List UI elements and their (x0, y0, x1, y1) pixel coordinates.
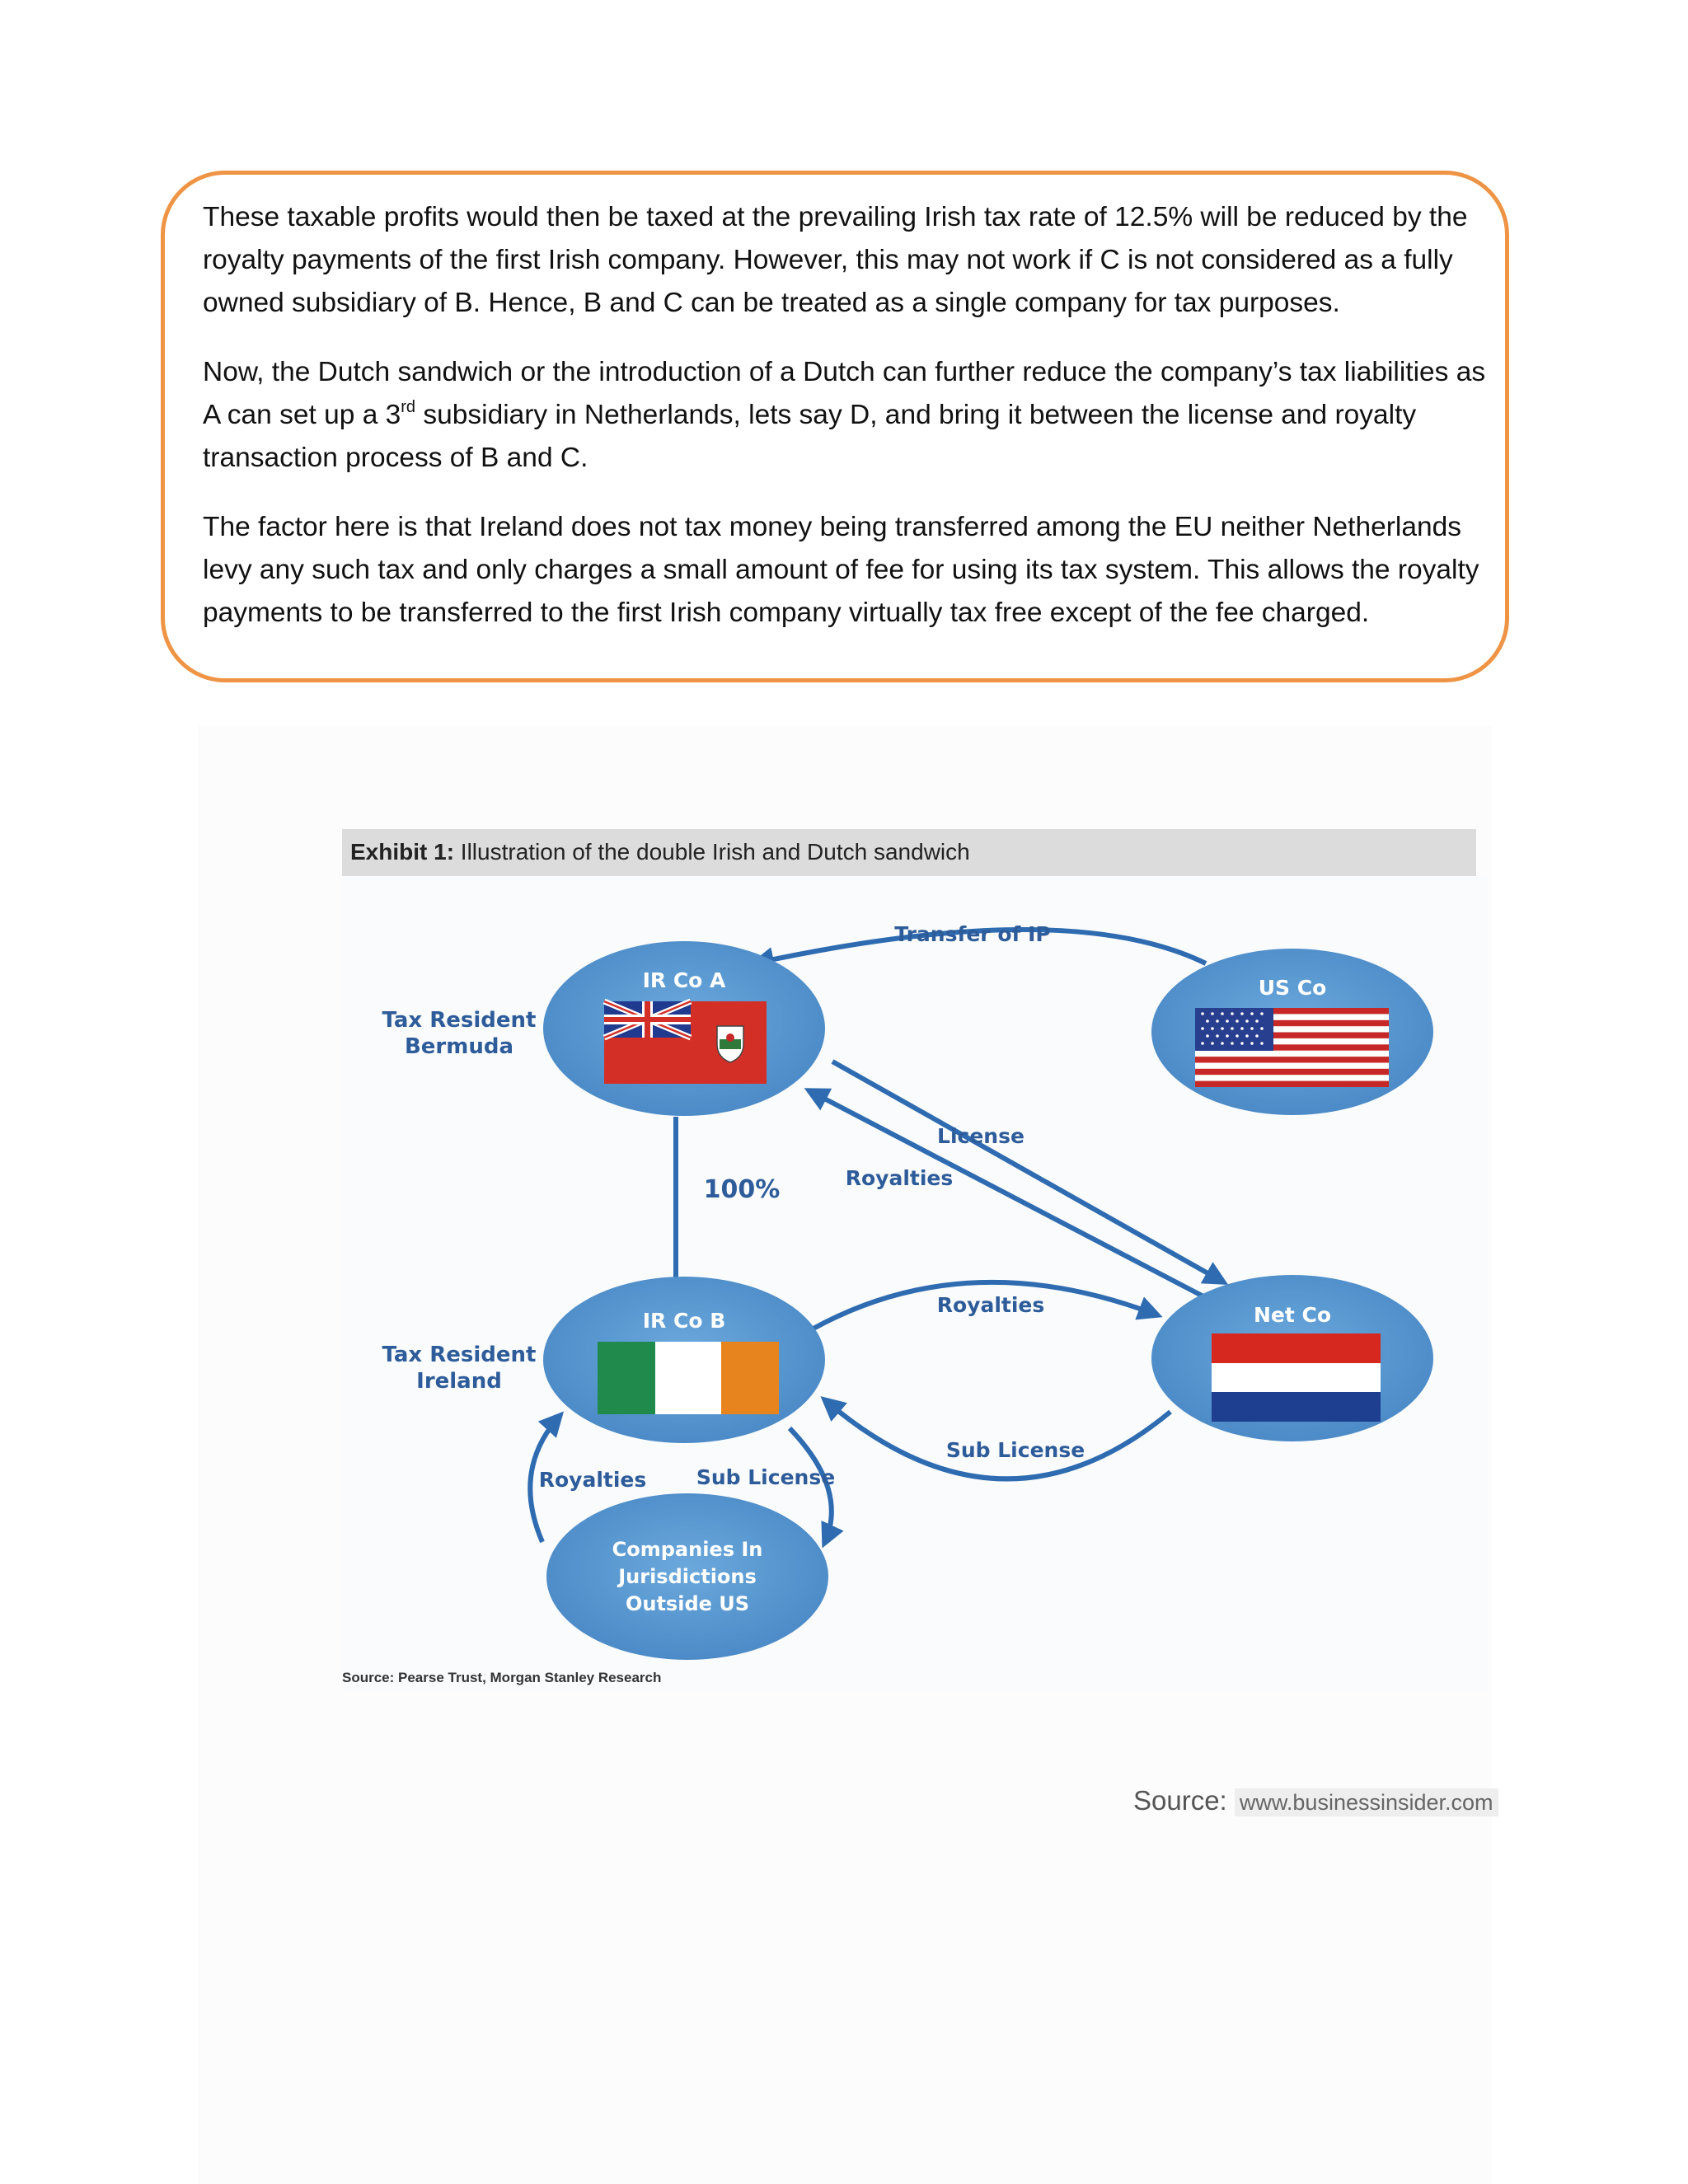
tax-structure-diagram (342, 876, 1488, 1690)
bermuda-resident-label-1: Tax Resident (382, 1008, 537, 1033)
us-co-label: US Co (1258, 976, 1327, 1000)
royalties-companies-label: Royalties (538, 1468, 647, 1492)
royalties-a-label: Royalties (845, 1166, 954, 1190)
companies-label-line-1: Companies In (612, 1538, 763, 1561)
ireland-flag-icon (598, 1342, 779, 1414)
exhibit-source: Source: Pearse Trust, Morgan Stanley Research (342, 1670, 662, 1685)
ownership-percent-label: 100% (703, 1175, 781, 1204)
bermuda-resident-label-2: Bermuda (404, 1034, 514, 1059)
page-source (1133, 1785, 1498, 1816)
page-source-url[interactable]: www.businessinsider.com (1235, 1788, 1498, 1816)
net-co-label: Net Co (1253, 1303, 1332, 1327)
callout-box (161, 171, 1509, 682)
paragraph-1: These taxable profits would then be taxed at the prevailing Irish tax rate of 12.5% will be reduced by the royalty payments of the first Irish company. However, this may not work if C is not considered as a fully owned subsidiary of B. Hence, B and C can be treated as a single company for tax purposes. (203, 202, 1468, 318)
us-flag-icon (1195, 1008, 1389, 1087)
netherlands-flag-icon (1212, 1333, 1381, 1422)
license-label: License (937, 1124, 1025, 1148)
exhibit-header (342, 829, 1476, 876)
sub-license-net-label: Sub License (945, 1438, 1085, 1462)
ireland-resident-label-1: Tax Resident (382, 1343, 537, 1367)
exhibit-label: Exhibit 1: (350, 839, 455, 865)
bermuda-flag-icon (604, 1001, 767, 1084)
callout-text (203, 196, 1489, 661)
exhibit-title-line (350, 839, 970, 865)
page-source-label: Source: (1133, 1785, 1227, 1816)
ir-co-b-label: IR Co B (642, 1309, 726, 1333)
paragraph-2-part-2: subsidiary in Netherlands, lets say D, and bring it between the license and royalty transaction process of B and C. (203, 400, 1417, 473)
ireland-resident-label-2: Ireland (416, 1369, 502, 1394)
royalties-b-label: Royalties (936, 1293, 1045, 1317)
paragraph-2-part-1: Now, the Dutch sandwich or the introduction of a Dutch can further reduce the company’s tax liabilities as A can set up a 3 (203, 357, 1486, 430)
paragraph-3: The factor here is that Ireland does not tax money being transferred among the EU neither Netherlands levy any such tax and only charges a small amount of fee for using its tax system. This allows the royalty payments to be transferred to the first Irish company virtually tax free except of the fee charged. (203, 512, 1479, 628)
companies-label-line-3: Outside US (625, 1592, 750, 1615)
companies-label-line-2: Jurisdictions (618, 1565, 757, 1588)
ordinal-superscript: rd (401, 398, 416, 416)
sub-license-companies-label: Sub License (696, 1465, 836, 1489)
transfer-of-ip-label: Transfer of IP (894, 922, 1051, 946)
paragraph-2 (203, 351, 1489, 480)
exhibit-title: Illustration of the double Irish and Dutch sandwich (460, 839, 970, 865)
ir-co-a-label: IR Co A (642, 968, 726, 992)
